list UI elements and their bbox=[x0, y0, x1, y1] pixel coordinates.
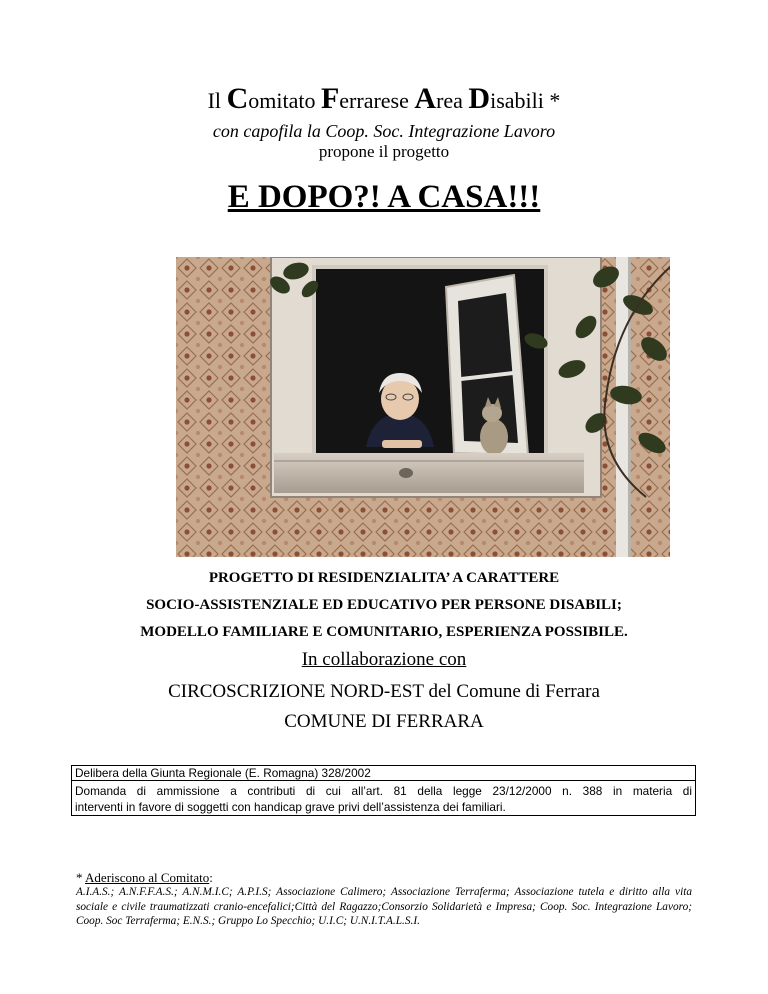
delibera-text-line-2: interventi in favore di soggetti con handicap grave privi dell’assistenza dei familiari. bbox=[75, 800, 506, 814]
lead-line: con capofila la Coop. Soc. Integrazione Lavoro bbox=[212, 121, 556, 141]
asterisk-marker: * bbox=[76, 870, 86, 885]
partner-circoscrizione: CIRCOSCRIZIONE NORD-EST del Comune di Ferrara bbox=[168, 681, 600, 702]
project-line-1: PROGETTO DI RESIDENZIALITA’ A CARATTERE bbox=[208, 570, 560, 586]
heading-initial-f: F bbox=[320, 82, 340, 115]
collaboration-label: In collaborazione con bbox=[301, 649, 467, 670]
project-line-2: SOCIO-ASSISTENZIALE ED EDUCATIVO PER PERSONE DISABILI; bbox=[146, 597, 622, 613]
proposes-line: propone il progetto bbox=[318, 142, 450, 161]
committee-heading bbox=[0, 84, 768, 116]
adherents-list: A.I.A.S.; A.N.F.F.A.S.; A.N.M.I.C; A.P.I.S; Associazione Calimero; Associazione Terraferma; Associazione tutela e diritto alla vita sociale e civile traumatizzati cranio-encefalici;Città del Ragazzo;Consorzio Solidarietà e Impresa; Coop. Soc. Integrazione Lavoro; Coop. Soc Terraferma; E.N.S.; Gruppo Lo Specchio; U.I.C; U.N.I.T.A.L.S.I. bbox=[76, 886, 692, 927]
delibera-box bbox=[71, 765, 696, 816]
heading-prefix: Il bbox=[207, 88, 227, 113]
heading-word-disabili: isabili * bbox=[490, 88, 561, 113]
adherents-label: Aderiscono al Comitato bbox=[85, 870, 210, 885]
heading-word-comitato: omitato bbox=[248, 88, 321, 113]
partner-comune: COMUNE DI FERRARA bbox=[284, 711, 484, 732]
heading-initial-d: D bbox=[468, 82, 491, 115]
heading-initial-a: A bbox=[414, 82, 437, 115]
delibera-text-line-1: Domanda di ammissione a contributi di cui all’art. 81 della legge 23/12/2000 n. 388 in materia di bbox=[75, 784, 692, 798]
delibera-title: Delibera della Giunta Regionale (E. Romagna) 328/2002 bbox=[72, 766, 695, 781]
heading-initial-c: C bbox=[226, 82, 249, 115]
adherents-colon: : bbox=[209, 870, 213, 885]
window-photo bbox=[176, 257, 670, 557]
project-title: E DOPO?! A CASA!!! bbox=[227, 179, 541, 215]
adherents-heading bbox=[76, 870, 213, 886]
heading-word-area: rea bbox=[436, 88, 469, 113]
heading-word-ferrarese: errarese bbox=[339, 88, 415, 113]
project-line-3: MODELLO FAMILIARE E COMUNITARIO, ESPERIENZA POSSIBILE. bbox=[140, 624, 628, 640]
